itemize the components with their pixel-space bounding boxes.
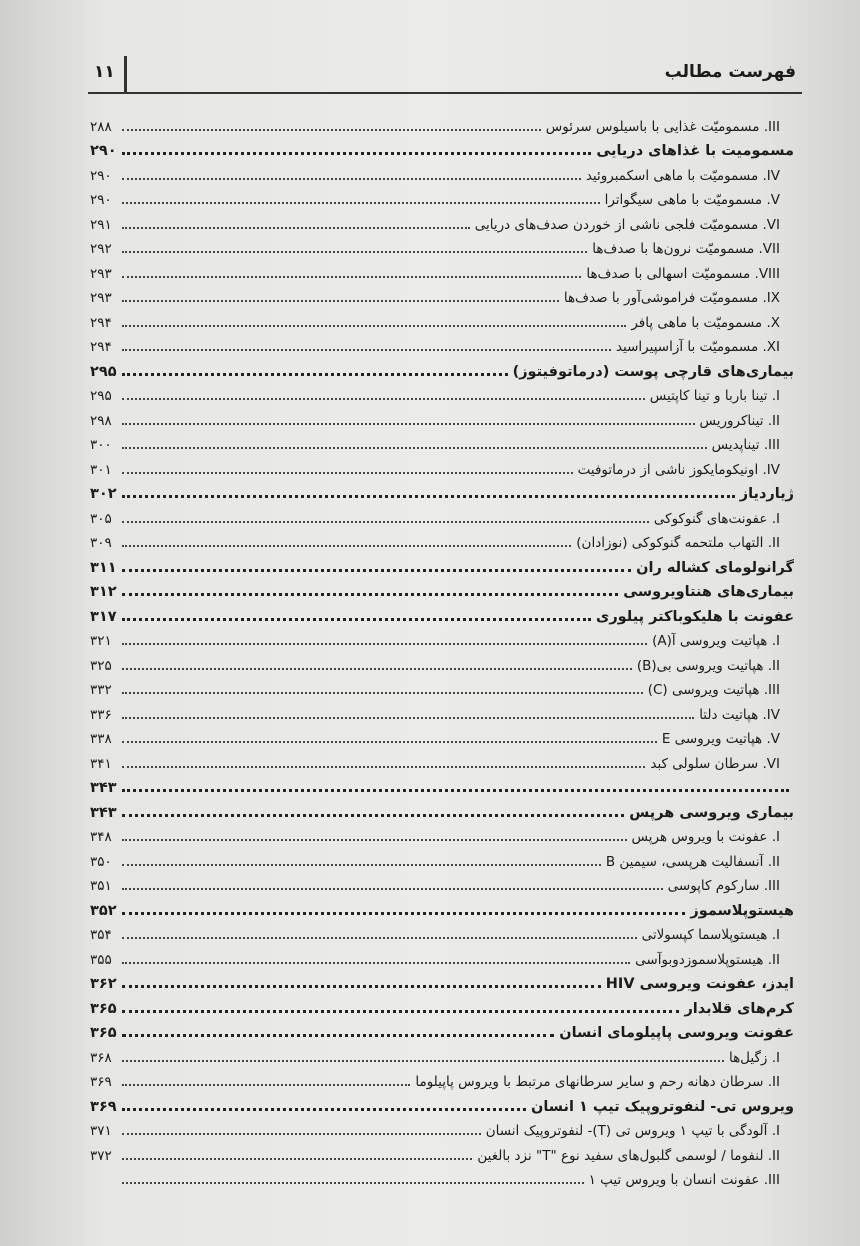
toc-page-number: ۳۱۷ [90, 608, 117, 625]
toc-page-number: ۳۳۶ [90, 706, 112, 723]
toc-section-row [90, 944, 794, 969]
toc-page-number: ۳۲۱ [90, 633, 112, 649]
running-title: فهرست مطالب [664, 62, 796, 82]
page-header [88, 56, 802, 94]
toc-section-row [90, 405, 794, 430]
dot-leader [122, 495, 735, 498]
toc-entry-label: IX. مسمومیّت فراموشی‌آور با صدف‌ها [563, 290, 780, 306]
toc-section-row [90, 209, 794, 234]
toc-entry-label: IV. هپاتیت دلتا [699, 706, 780, 723]
toc-page-number: ۳۰۹ [90, 535, 112, 551]
dot-leader [122, 1010, 679, 1013]
toc-page-number: ۳۰۵ [90, 510, 112, 527]
dot-leader [122, 152, 591, 155]
toc-page-number: ۲۹۴ [90, 314, 112, 331]
toc-entry-label: IV. اونیکومایکوز ناشی از درماتوفیت [577, 461, 780, 478]
toc-section-row [90, 846, 794, 871]
toc-page-number: ۳۳۲ [90, 682, 112, 698]
toc-section-row [90, 430, 794, 455]
dot-leader [122, 202, 600, 204]
toc-section-row [90, 381, 794, 406]
dot-leader [122, 741, 657, 743]
toc-page-number: ۲۸۸ [90, 118, 112, 135]
dot-leader [122, 789, 789, 792]
toc-section-row [90, 699, 794, 724]
dot-leader [122, 618, 591, 621]
dot-leader [122, 251, 587, 253]
toc-page-number: ۲۹۰ [90, 192, 112, 208]
dot-leader [122, 325, 626, 327]
toc-section-row [90, 650, 794, 675]
toc-chapter-row [90, 797, 794, 822]
dot-leader [122, 545, 571, 547]
toc-entry-label: بیماری‌های هنتاویروسی [623, 584, 794, 600]
toc-page-number: ۲۹۲ [90, 241, 112, 257]
toc-entry-label: I. زگیل‌ها [728, 1049, 780, 1066]
toc-section-row [90, 454, 794, 479]
dot-leader [122, 521, 649, 523]
toc-section-row [90, 1140, 794, 1165]
toc-section-row [90, 675, 794, 700]
dot-leader [122, 692, 643, 694]
toc-page-number: ۳۶۸ [90, 1049, 112, 1066]
toc-section-row [90, 283, 794, 308]
toc-chapter-row [90, 969, 794, 994]
toc-chapter-row [90, 601, 794, 626]
dot-leader [122, 1060, 724, 1062]
toc-entry-label: I. هیستوپلاسما کپسولاتی [641, 927, 780, 943]
toc-section-row [90, 528, 794, 553]
dot-leader [122, 1108, 526, 1111]
toc-entry-label: VII. مسمومیّت نرون‌ها با صدف‌ها [592, 241, 780, 257]
toc-entry-label: III. مسمومیّت غذایی با باسیلوس سرئوس [545, 118, 780, 135]
toc-entry-label: IV. مسمومیّت با ماهی اسکمبروئید [585, 167, 780, 184]
toc-entry-label: II. تیناکروریس [699, 412, 780, 429]
toc-section-row [90, 234, 794, 259]
toc-page-number: ۳۶۵ [90, 1000, 117, 1017]
toc-section-row [90, 748, 794, 773]
toc-page-number: ۳۷۲ [90, 1147, 112, 1164]
toc-section-row [90, 185, 794, 210]
toc-section-row [90, 1165, 794, 1190]
toc-chapter-row [90, 895, 794, 920]
toc-section-row [90, 111, 794, 136]
toc-page-number: ۳۶۵ [90, 1025, 117, 1041]
dot-leader [122, 814, 624, 817]
dot-leader [122, 276, 581, 278]
page-number: ۱۱ [94, 62, 115, 82]
toc-page-number: ۳۴۳ [90, 780, 117, 796]
toc-entry-label: I. هپاتیت ویروسی آ(A) [652, 633, 780, 649]
toc-chapter-row [90, 136, 794, 161]
dot-leader [122, 227, 470, 229]
toc-entry-label: کرم‌های قلابدار [684, 1000, 794, 1017]
dot-leader [122, 1084, 410, 1086]
toc-page-number: ۲۹۴ [90, 339, 112, 355]
toc-entry-label: III. سارکوم کاپوسی [667, 878, 780, 894]
toc-entry-label: بیماری ویروسی هرپس [629, 804, 794, 821]
toc-section-row [90, 160, 794, 185]
toc-entry-label: II. لنفوما / لوسمی گلبول‌های سفید نوع "T" نزد بالغین [477, 1147, 780, 1164]
dot-leader [122, 472, 573, 474]
dot-leader [122, 962, 630, 964]
table-of-contents [90, 111, 794, 1189]
dot-leader [122, 985, 601, 988]
dot-leader [122, 129, 541, 131]
toc-entry-label: II. هپاتیت ویروسی بی(B) [636, 657, 780, 674]
toc-section-row [90, 724, 794, 749]
dot-leader [122, 300, 559, 302]
dot-leader [122, 178, 581, 180]
toc-entry-label: عفونت با هلیکوباکتر پیلوری [596, 608, 794, 625]
dot-leader [122, 1182, 584, 1184]
toc-chapter-row [90, 552, 794, 577]
toc-entry-label: ویروس تی- لنفوتروپیک تیپ ۱ انسان [530, 1098, 794, 1115]
dot-leader [122, 839, 627, 841]
toc-page-number: ۳۴۳ [90, 804, 117, 821]
dot-leader [122, 1034, 554, 1037]
dot-leader [122, 766, 645, 768]
toc-entry-label: VI. سرطان سلولی کبد [650, 755, 780, 772]
toc-page-number: ۳۶۹ [90, 1098, 117, 1115]
toc-page-number: ۲۹۰ [90, 143, 117, 159]
toc-page-number: ۳۵۲ [90, 902, 117, 919]
dot-leader [122, 912, 685, 915]
toc-entry-label: III. عفونت انسان با ویروس تیپ ۱ [588, 1172, 780, 1188]
toc-section-row [90, 871, 794, 896]
toc-entry-label: عفونت ویروسی پاپیلومای انسان [559, 1025, 794, 1041]
toc-section-row [90, 503, 794, 528]
dot-leader [122, 668, 632, 670]
toc-entry-label: II. التهاب ملتحمه گنوکوکی (نوزادان) [576, 535, 780, 551]
toc-section-row [90, 920, 794, 945]
toc-page-number: ۳۶۲ [90, 976, 117, 992]
toc-page-number: ۲۹۸ [90, 412, 112, 429]
toc-entry-label: هیستوپلاسموز [690, 902, 794, 919]
toc-section-row [90, 822, 794, 847]
dot-leader [122, 349, 611, 351]
toc-entry-label: III. هپاتیت ویروسی (C) [647, 682, 780, 698]
toc-page-number: ۲۹۵ [90, 363, 117, 380]
toc-entry-label: XI. مسمومیّت با آزاسپیراسید [615, 339, 780, 355]
toc-entry-label: I. عفونت‌های گنوکوکی [653, 510, 780, 527]
toc-entry-label: ژیاردیاز [739, 486, 794, 502]
toc-chapter-row [90, 479, 794, 504]
dot-leader [122, 398, 645, 400]
toc-chapter-row [90, 773, 794, 798]
header-divider [124, 56, 127, 92]
toc-chapter-row [90, 993, 794, 1018]
toc-section-row [90, 307, 794, 332]
toc-page-number: ۲۹۳ [90, 290, 112, 306]
toc-chapter-row [90, 577, 794, 602]
dot-leader [122, 593, 618, 596]
toc-page-number: ۳۴۸ [90, 829, 112, 845]
toc-entry-label: III. تیناپدیس [711, 437, 780, 453]
dot-leader [122, 643, 647, 645]
toc-entry-label: گرانولومای کشاله ران [636, 559, 794, 576]
toc-page-number: ۳۰۰ [90, 437, 112, 453]
toc-entry-label: V. مسمومیّت با ماهی سیگواترا [604, 192, 780, 208]
dot-leader [122, 569, 631, 572]
toc-page-number: ۲۹۳ [90, 265, 112, 282]
dot-leader [122, 888, 663, 890]
toc-page-number: ۳۲۵ [90, 657, 112, 674]
toc-entry-label: مسمومیت با غذاهای دریایی [596, 143, 794, 159]
toc-entry-label: II. آنسفالیت هرپسی، سیمین B [605, 853, 780, 870]
toc-section-row [90, 258, 794, 283]
toc-page-number: ۳۵۰ [90, 853, 112, 870]
dot-leader [122, 1133, 481, 1135]
toc-entry-label: ایدز، عفونت ویروسی HIV [605, 976, 794, 992]
dot-leader [122, 864, 601, 866]
toc-entry-label: بیماری‌های قارچی پوست (درماتوفیتوز) [512, 363, 794, 380]
toc-page-number: ۲۹۵ [90, 388, 112, 404]
toc-entry-label: I. آلودگی با تیپ ۱ ویروس تی (T)- لنفوتروپیک انسان [485, 1123, 780, 1139]
dot-leader [122, 447, 707, 449]
toc-page-number: ۲۹۰ [90, 167, 112, 184]
toc-section-row [90, 1067, 794, 1092]
toc-page-number: ۳۱۱ [90, 559, 117, 576]
toc-page-number: ۳۱۲ [90, 584, 117, 600]
toc-page-number: ۳۶۹ [90, 1074, 112, 1090]
toc-chapter-row [90, 1018, 794, 1043]
toc-chapter-row [90, 356, 794, 381]
toc-entry-label: X. مسمومیّت با ماهی پافر [631, 314, 780, 331]
toc-entry-label: II. هیستوپلاسموزدوبوآسی [635, 951, 780, 968]
toc-section-row [90, 1042, 794, 1067]
dot-leader [122, 937, 637, 939]
toc-entry-label: VI. مسمومیّت فلجی ناشی از خوردن صدف‌های دریایی [474, 216, 780, 233]
toc-entry-label: V. هپاتیت ویروسی E [661, 731, 780, 747]
toc-entry-label: II. سرطان دهانه رحم و سایر سرطانهای مرتبط با ویروس پاپیلوما [415, 1074, 780, 1090]
toc-page-number: ۳۷۱ [90, 1123, 112, 1139]
toc-page-number: ۲۹۱ [90, 216, 112, 233]
dot-leader [122, 717, 694, 719]
toc-section-row [90, 1116, 794, 1141]
toc-page-number: ۳۵۱ [90, 878, 112, 894]
toc-page-number: ۳۳۸ [90, 731, 112, 747]
toc-section-row [90, 626, 794, 651]
toc-page-number: ۳۵۴ [90, 927, 112, 943]
toc-page-number: ۳۵۵ [90, 951, 112, 968]
toc-section-row [90, 332, 794, 357]
toc-page-number: ۳۴۱ [90, 755, 112, 772]
dot-leader [122, 423, 695, 425]
toc-page-number: ۳۰۲ [90, 486, 117, 502]
toc-page-number: ۳۰۱ [90, 461, 112, 478]
toc-entry-label: VIII. مسمومیّت اسهالی با صدف‌ها [586, 265, 780, 282]
toc-entry-label: I. عفونت با ویروس هرپس [631, 829, 780, 845]
dot-leader [122, 373, 508, 376]
toc-chapter-row [90, 1091, 794, 1116]
toc-entry-label: I. تینا باربا و تینا کاپتیس [649, 388, 780, 404]
dot-leader [122, 1158, 472, 1160]
